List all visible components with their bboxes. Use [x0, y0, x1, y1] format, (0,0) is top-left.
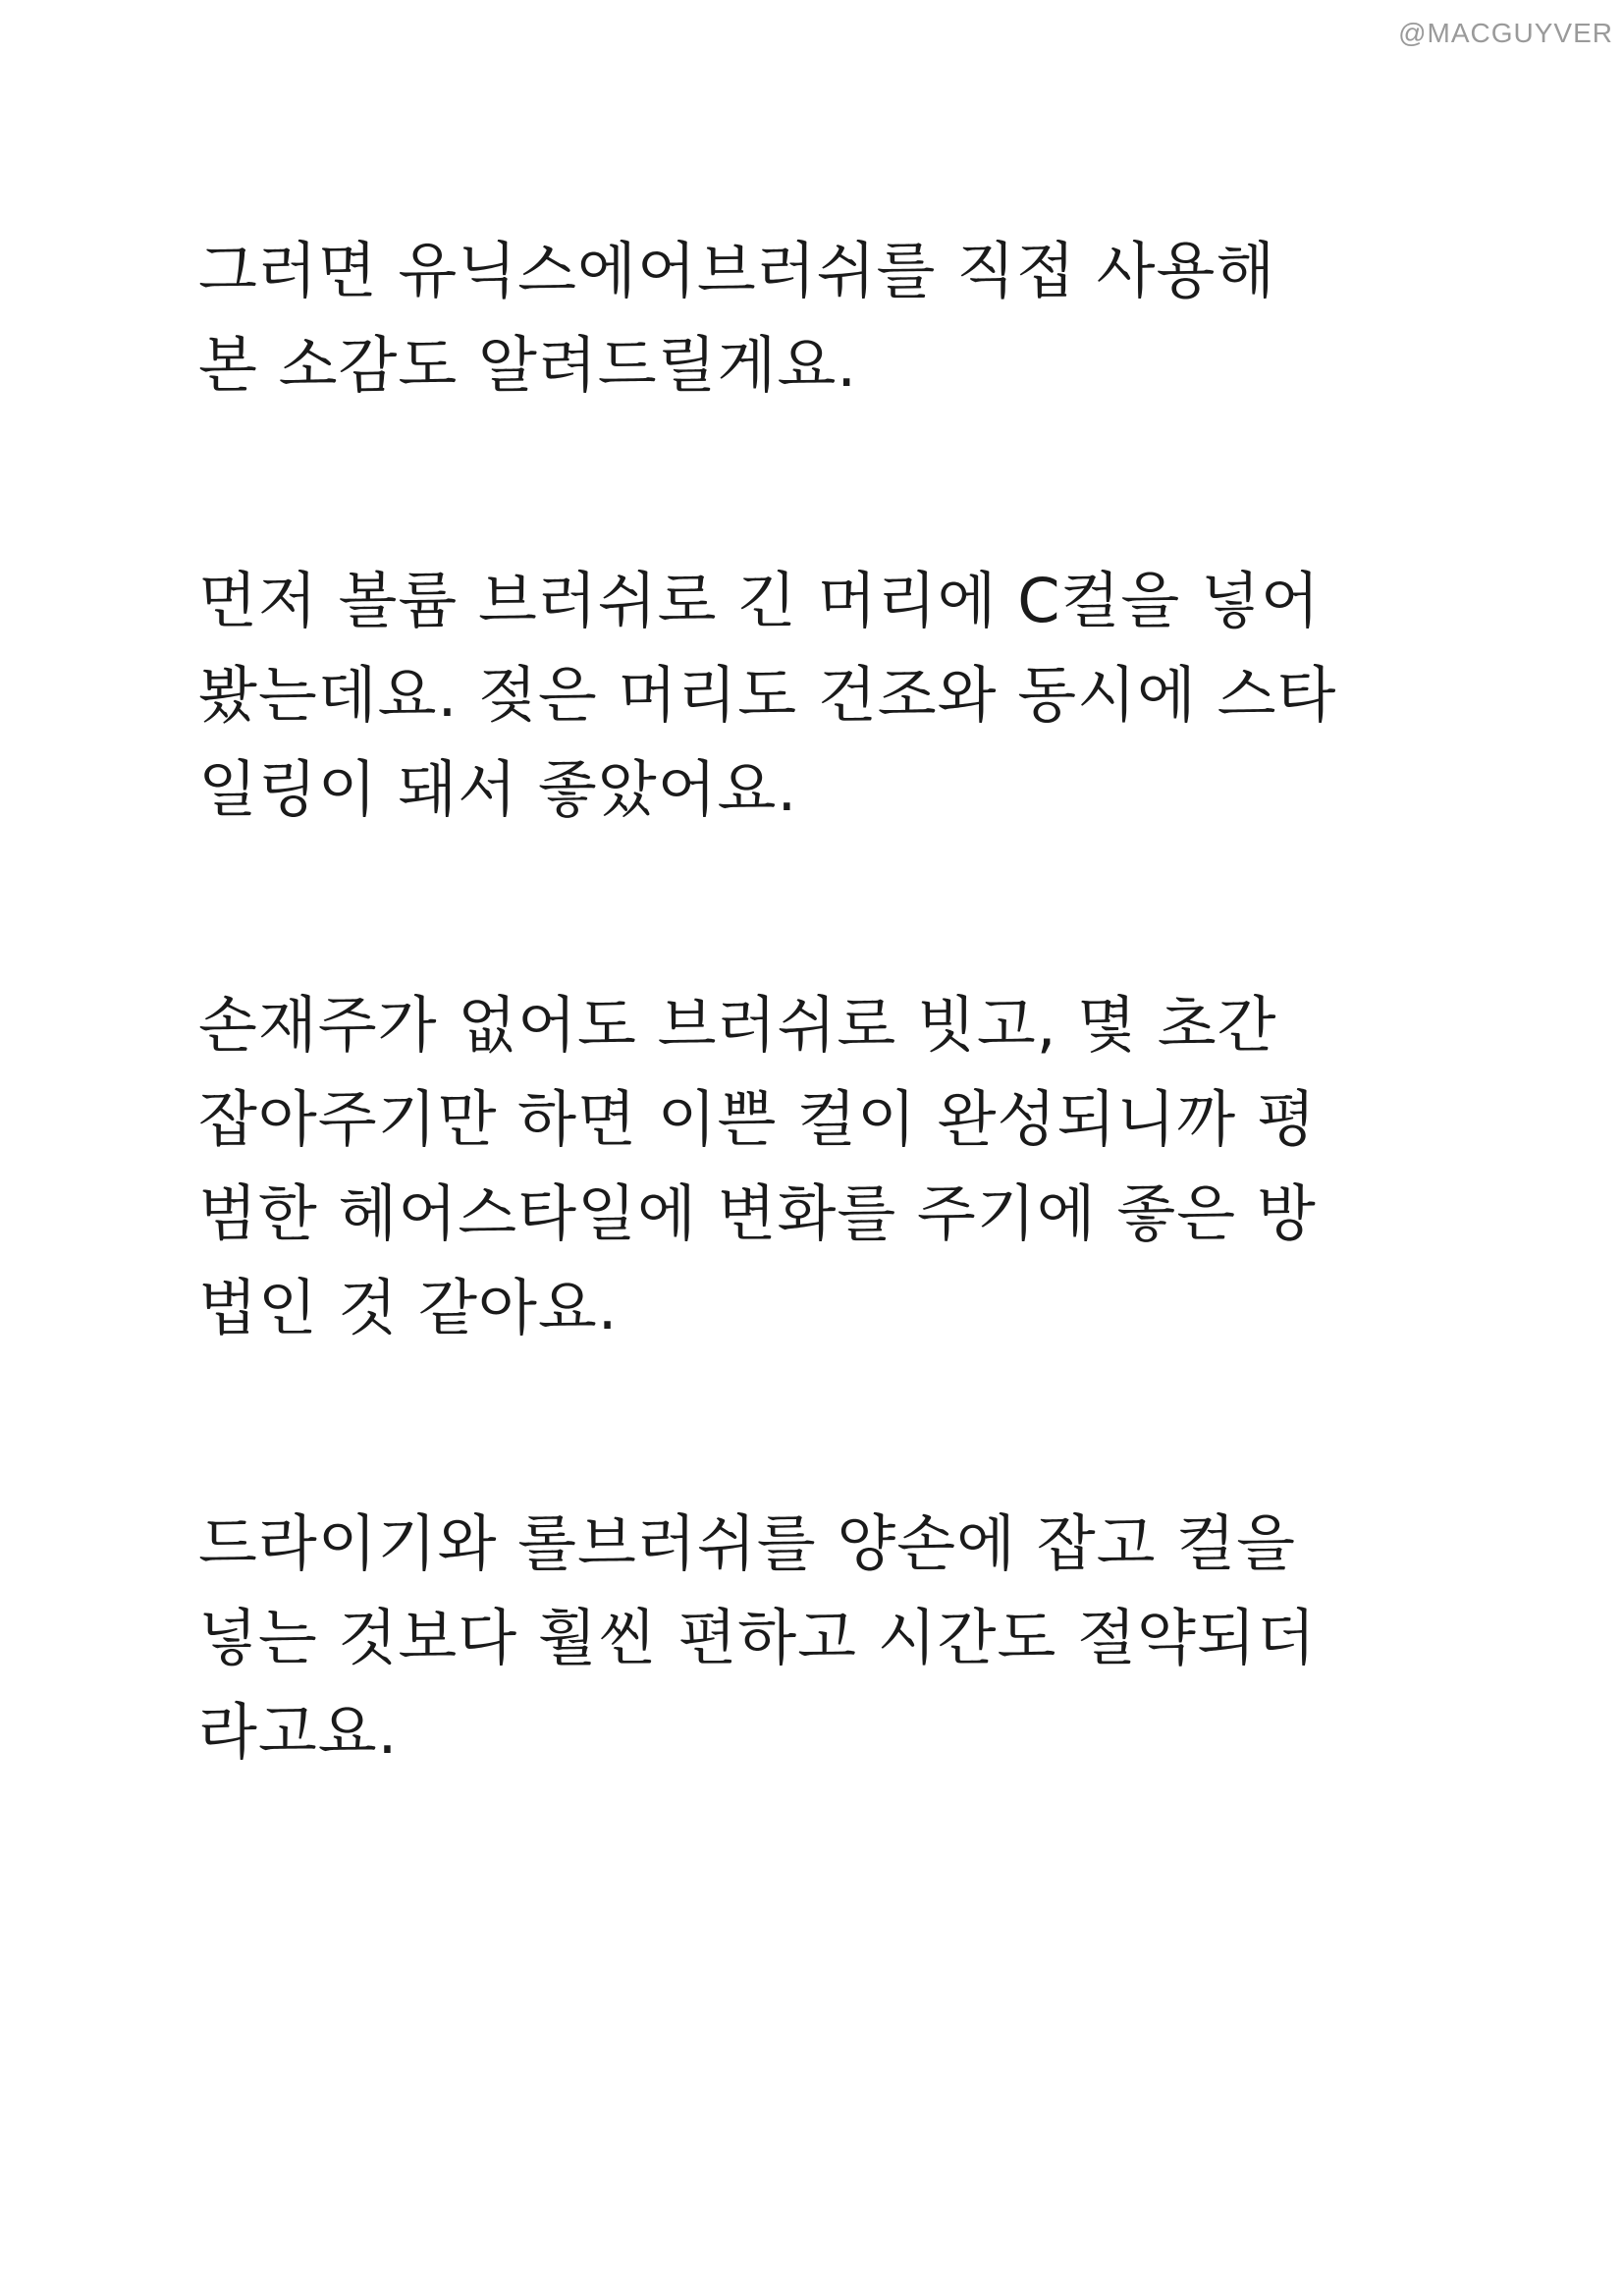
text-line: 본 소감도 알려드릴게요.: [198, 329, 858, 401]
article-body: [198, 224, 1435, 1921]
text-line: 먼저 볼륨 브러쉬로 긴 머리에 C컬을 넣어: [198, 565, 1321, 636]
paragraph-3: [198, 978, 1435, 1355]
text-line: 그러면 유닉스에어브러쉬를 직접 사용해: [198, 235, 1276, 306]
watermark: @MACGUYVER: [1398, 18, 1613, 48]
text-line: 법인 것 같아요.: [198, 1272, 619, 1343]
paragraph-1: [198, 224, 1435, 412]
text-line: 라고요.: [198, 1696, 399, 1768]
text-line: 일링이 돼서 좋았어요.: [198, 753, 798, 825]
text-line: 봤는데요. 젖은 머리도 건조와 동시에 스타: [198, 659, 1337, 731]
text-line: 드라이기와 롤브러쉬를 양손에 잡고 컬을: [198, 1507, 1296, 1579]
text-line: 잡아주기만 하면 이쁜 컬이 완성되니까 평: [198, 1083, 1317, 1155]
text-line: 손재주가 없어도 브러쉬로 빗고, 몇 초간: [198, 989, 1277, 1061]
paragraph-4: [198, 1497, 1435, 1779]
paragraph-2: [198, 554, 1435, 837]
text-line: 넣는 것보다 훨씬 편하고 시간도 절약되더: [198, 1602, 1317, 1673]
text-line: 범한 헤어스타일에 변화를 주기에 좋은 방: [198, 1177, 1317, 1249]
